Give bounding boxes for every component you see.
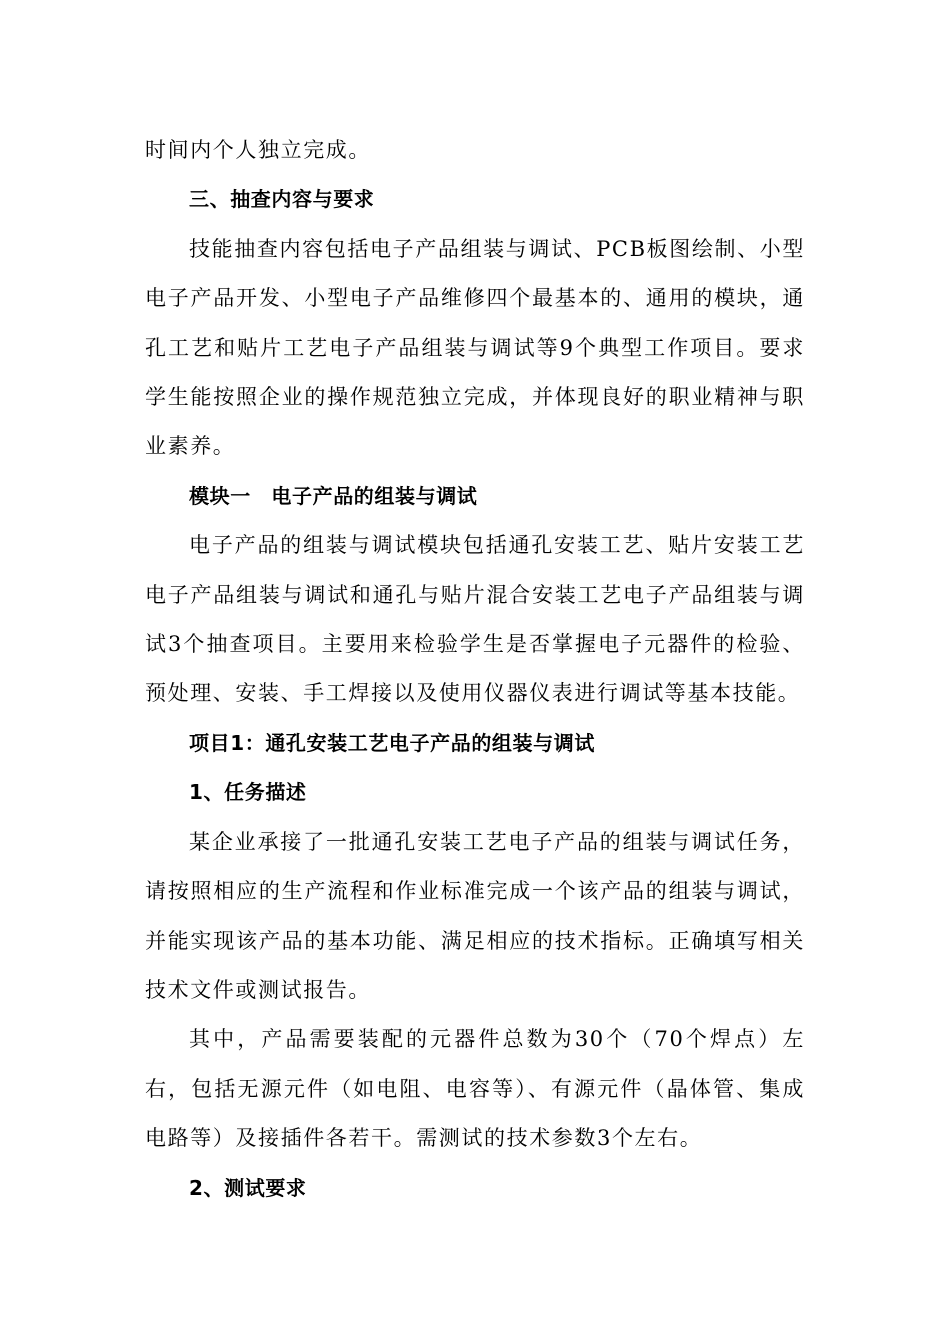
document-page: [145, 126, 805, 1213]
paragraph-continuation: 时间内个人独立完成。: [145, 138, 371, 162]
paragraph-component-details: 其中，产品需要装配的元器件总数为30个（70个焊点）左右，包括无源元件（如电阻、电容等）、有源元件（晶体管、集成电路等）及接插件各若干。需测试的技术参数3个左右。: [145, 1027, 805, 1151]
section-heading: 三、抽查内容与要求: [189, 187, 375, 212]
paragraph-task-description: 某企业承接了一批通孔安装工艺电子产品的组装与调试任务，请按照相应的生产流程和作业标准完成一个该产品的组装与调试，并能实现该产品的基本功能、满足相应的技术指标。正确填写相关技术文件或测试报告。: [145, 829, 805, 1002]
project-heading: 项目1：通孔安装工艺电子产品的组装与调试: [189, 730, 595, 755]
module-heading: 模块一 电子产品的组装与调试: [189, 483, 478, 508]
test-requirements-heading: 2、测试要求: [189, 1175, 307, 1200]
paragraph-overview: 技能抽查内容包括电子产品组装与调试、PCB板图绘制、小型电子产品开发、小型电子产品维修四个最基本的、通用的模块，通孔工艺和贴片工艺电子产品组装与调试等9个典型工作项目。要求学生能按照企业的操作规范独立完成，并体现良好的职业精神与职业素养。: [145, 236, 805, 459]
task-description-heading: 1、任务描述: [189, 780, 307, 805]
paragraph-module-description: 电子产品的组装与调试模块包括通孔安装工艺、贴片安装工艺电子产品组装与调试和通孔与贴片混合安装工艺电子产品组装与调试3个抽查项目。主要用来检验学生是否掌握电子元器件的检验、预处理、安装、手工焊接以及使用仪器仪表进行调试等基本技能。: [145, 533, 805, 706]
